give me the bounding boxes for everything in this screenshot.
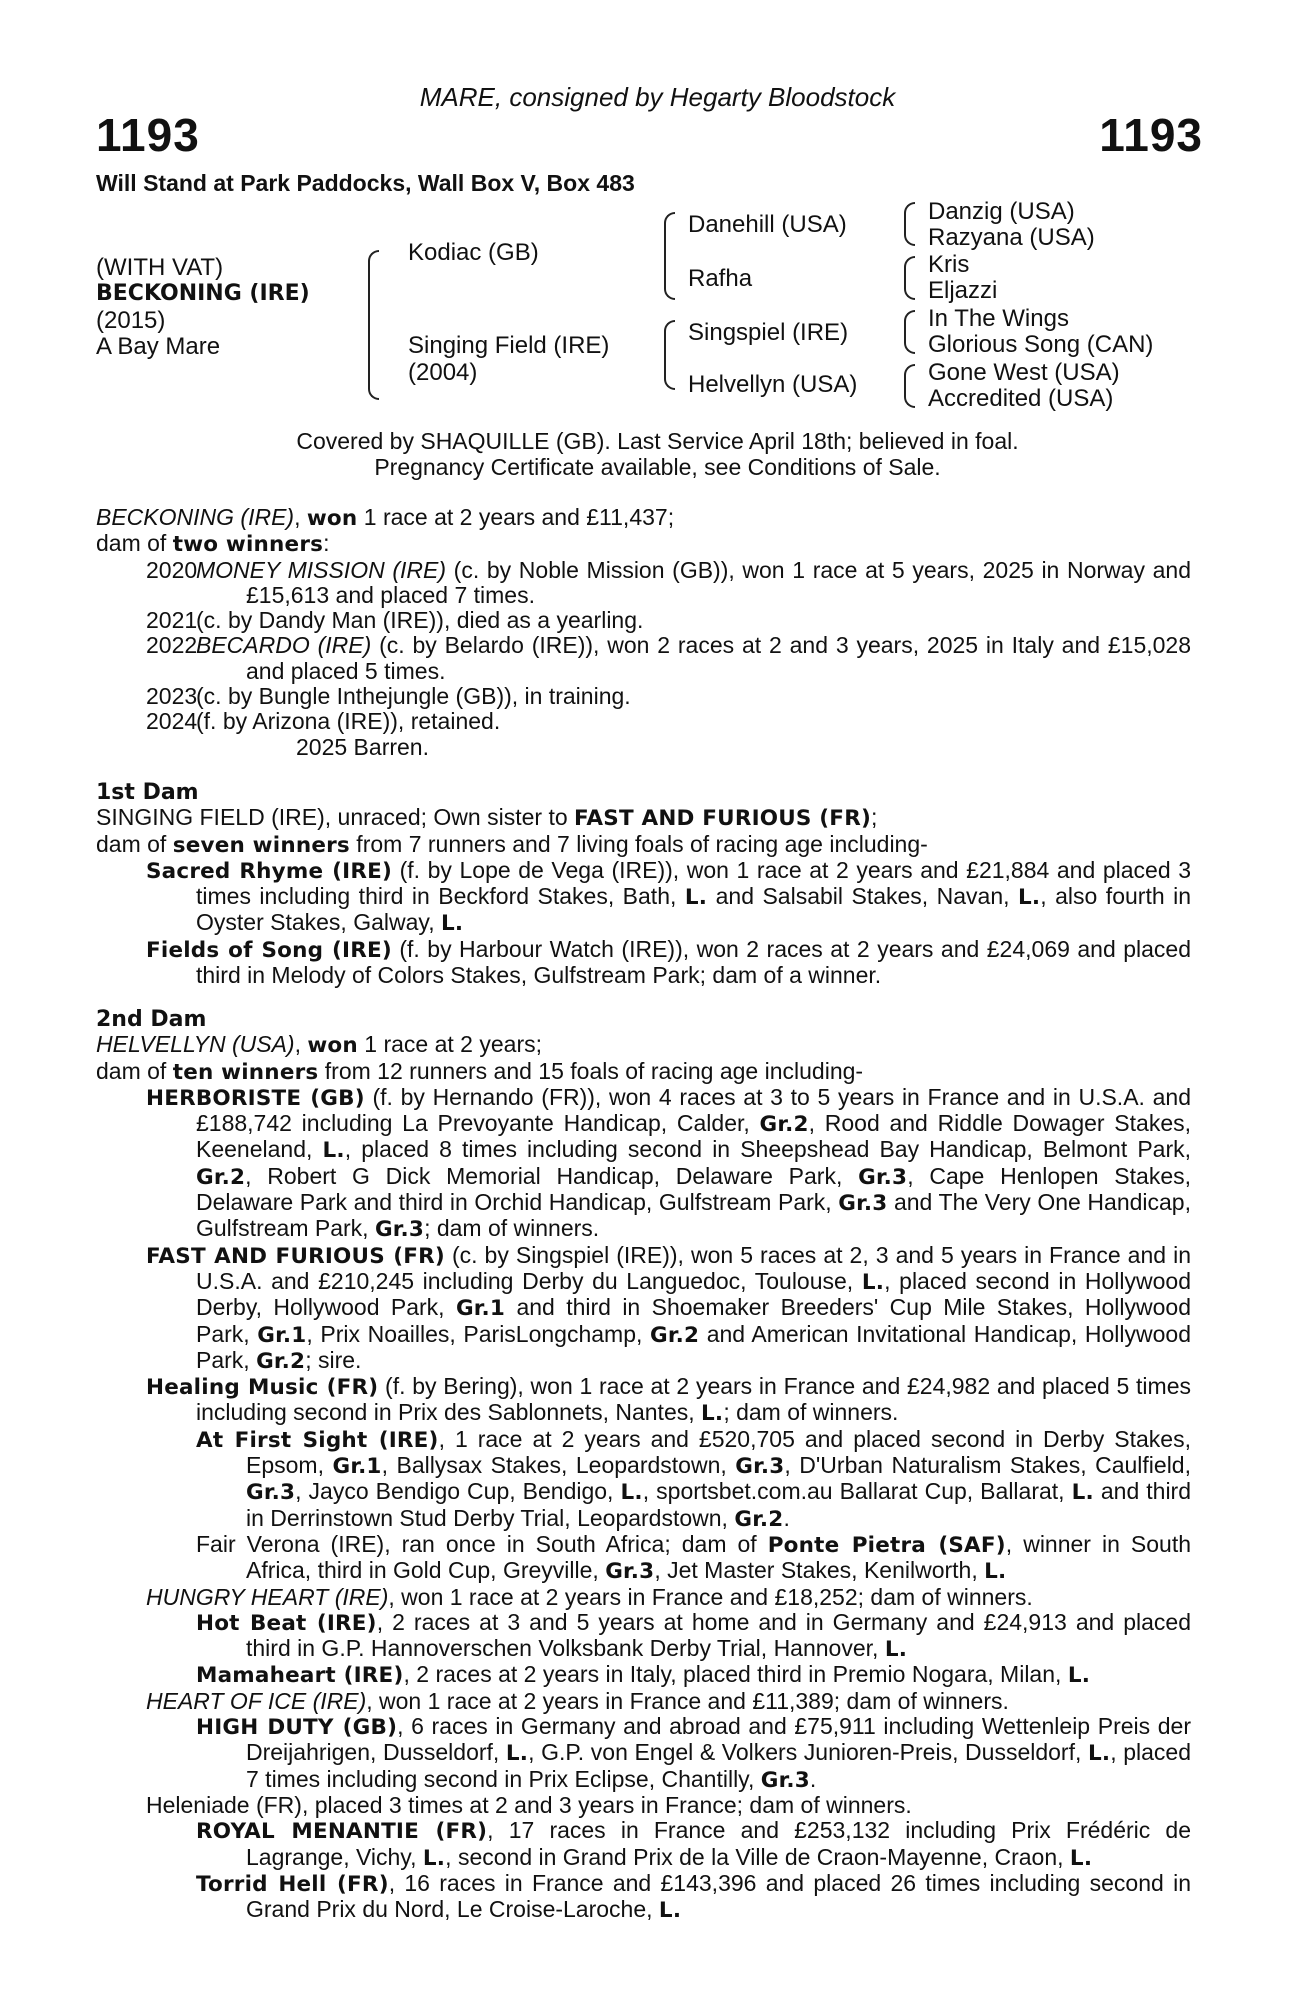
ss-dam: Razyana (USA) [928, 224, 1095, 251]
progeny-entry [96, 1689, 1191, 1714]
progeny-name: At First Sight (IRE) [196, 1427, 439, 1453]
text: , 17 races in France and £253,132 including Prix Frédéric de Lagrange, Vichy, [246, 1817, 1191, 1870]
sd-sire: Kris [928, 251, 970, 278]
second-dam-heading: 2nd Dam [96, 1007, 207, 1032]
brace-sd [904, 256, 915, 300]
produce-record [96, 505, 1191, 760]
progeny-name: HEART OF ICE (IRE) [146, 1687, 367, 1714]
horse-year: (2015) [96, 307, 166, 334]
text: , won 1 race at 2 years in France and £18,252; dam of winners. [388, 1583, 1033, 1610]
progeny-entry [96, 1714, 1191, 1793]
race-grade: Gr.1 [332, 1454, 382, 1480]
relative-name: FAST AND FURIOUS (FR) [574, 806, 871, 832]
text: ; dam of winners. [723, 1399, 899, 1426]
lot-number-left: 1193 [96, 109, 200, 161]
text: , [294, 1031, 308, 1058]
race-grade: Gr.2 [650, 1322, 700, 1348]
race-grade: Gr.3 [858, 1164, 908, 1190]
text: , placed 8 times including second in Sheepshead Bay Handicap, Belmont Park, [344, 1136, 1191, 1163]
barren-note: 2025 Barren. [296, 733, 429, 760]
lot-number-right: 1193 [1099, 109, 1203, 161]
foal-year: 2020 [146, 556, 198, 583]
text: and American Invitational Handicap, Hollywood Park, [196, 1320, 1191, 1373]
progeny-entry [96, 1374, 1191, 1427]
text: , Robert G Dick Memorial Handicap, Delaware Park, [245, 1162, 859, 1189]
second-dam-section [96, 1007, 1191, 1923]
race-grade: L. [884, 1637, 908, 1663]
text: SINGING FIELD (IRE), unraced; Own sister to [96, 804, 575, 831]
brace-sire [664, 212, 675, 300]
race-grade: L. [440, 911, 464, 937]
text: , Ballysax Stakes, Leopardstown, [381, 1452, 736, 1479]
dam-year: (2004) [408, 359, 478, 386]
text: , G.P. von Engel & Volkers Junioren-Preis, Dusseldorf, [528, 1739, 1088, 1766]
text: and Salsabil Stakes, Navan, [707, 883, 1018, 910]
text: , [294, 504, 307, 530]
text: and third in Derrinstown Stud Derby Trial, Leopardstown, [246, 1478, 1192, 1531]
progeny-name: Healing Music (FR) [146, 1375, 379, 1401]
brace-gen1 [368, 250, 379, 400]
text: Fair Verona (IRE), ran once in South Africa; dam of [196, 1530, 768, 1557]
text: , D'Urban Naturalism Stakes, Caulfield, [784, 1452, 1191, 1479]
progeny-entry [96, 1427, 1191, 1532]
brace-ds [904, 310, 915, 354]
foal-row [96, 633, 1191, 684]
race-grade: Gr.3 [760, 1767, 810, 1793]
race-grade: L. [1071, 1480, 1094, 1506]
text: from 12 runners and 15 foals of racing age including- [318, 1057, 864, 1084]
foal-year: 2024 [146, 708, 198, 735]
race-grade: Gr.3 [605, 1559, 655, 1585]
horse-name: BECKONING (IRE) [96, 281, 310, 306]
progeny-entry [96, 1610, 1191, 1663]
foal-year: 2023 [146, 683, 198, 710]
foal-name: BECARDO (IRE) [196, 632, 372, 659]
dam-name-italic: BECKONING (IRE) [96, 504, 295, 530]
text: , second in Grand Prix de la Ville de Craon-Mayenne, Craon, [445, 1843, 1070, 1870]
race-grade: Gr.2 [256, 1348, 306, 1374]
ds-dam: Glorious Song (CAN) [928, 331, 1154, 358]
text: , Jet Master Stakes, Kenilworth, [654, 1557, 985, 1584]
dam-name: Singing Field (IRE) [408, 332, 610, 359]
text: , also fourth in Oyster Stakes, Galway, [196, 883, 1191, 936]
dd-sire: Gone West (USA) [928, 359, 1120, 386]
text: ; sire. [305, 1346, 362, 1373]
foal-row [96, 684, 1191, 709]
text: , Cape Henlopen Stakes, Delaware Park and third in Orchid Handicap, Gulfstream Park, [196, 1162, 1191, 1216]
text: from 7 runners and 7 living foals of racing age including- [349, 830, 928, 857]
foal-text: (f. by Arizona (IRE)), retained. [196, 708, 501, 735]
progeny-entry [96, 1532, 1191, 1585]
foal-text: (c. by Bungle Inthejungle (GB)), in training. [196, 683, 631, 710]
progeny-name: HERBORISTE (GB) [146, 1085, 365, 1111]
progeny-entry [96, 1818, 1191, 1871]
foal-text: (c. by Belardo (IRE)), won 2 races at 2 and 3 years, 2025 in Italy and £15,028 and placed 5 times. [246, 632, 1192, 684]
race-grade: L. [658, 1898, 682, 1924]
foal-text: (c. by Noble Mission (GB)), won 1 race at 5 years, 2025 in Norway and £15,613 and placed 7 times. [246, 556, 1191, 608]
race-grade: Gr.3 [246, 1480, 296, 1506]
text: , 16 races in France and £143,396 and placed 26 times including second in Grand Prix du Nord, Le Croise-Laroche, [246, 1869, 1191, 1923]
race-grade: L. [984, 1559, 1007, 1585]
text: , winner in South Africa, third in Gold Cup, Greyville, [246, 1530, 1192, 1584]
text: , 2 races at 2 years in Italy, placed third in Premio Nogara, Milan, [403, 1661, 1068, 1688]
progeny-entry: Heleniade (FR), placed 3 times at 2 and 3 years in France; dam of winners. [146, 1791, 912, 1818]
ds-sire: In The Wings [928, 305, 1069, 332]
progeny-entry [96, 1243, 1191, 1374]
race-grade: L. [1018, 885, 1041, 911]
brace-dd [904, 364, 915, 408]
race-grade: Gr.2 [734, 1506, 784, 1532]
foal-text: (c. by Dandy Man (IRE)), died as a yearling. [196, 607, 644, 634]
progeny-name: FAST AND FURIOUS (FR) [146, 1243, 445, 1269]
progeny-entry [96, 858, 1191, 937]
text: (f. by Harbour Watch (IRE)), won 2 races at 2 years and £24,069 and placed third in Melody of Colors Stakes, Gulfstream Park; dam of a winner. [196, 935, 1191, 989]
progeny-name: Fields of Song (IRE) [146, 937, 392, 963]
foal-name: MONEY MISSION (IRE) [196, 556, 447, 583]
race-grade: L. [861, 1269, 885, 1295]
foal-year: 2021 [146, 607, 198, 634]
progeny-name: ROYAL MENANTIE (FR) [196, 1819, 488, 1845]
dam-name-italic: HELVELLYN (USA) [96, 1031, 295, 1058]
sire-sire: Danehill (USA) [688, 211, 847, 238]
progeny-name: Ponte Pietra (SAF) [767, 1532, 1006, 1558]
race-grade: L. [701, 1401, 724, 1427]
won-bold: won [307, 1033, 358, 1059]
race-grade: L. [505, 1741, 529, 1767]
intro-text: 1 race at 2 years and £11,437; [357, 504, 675, 530]
progeny-entry [96, 1585, 1191, 1610]
text: , sportsbet.com.au Ballarat Cup, Ballarat, [642, 1478, 1072, 1505]
text: , placed second in Hollywood Derby, Hollywood Park, [196, 1267, 1192, 1321]
race-grade: Gr.2 [196, 1164, 246, 1190]
progeny-entry [96, 937, 1191, 989]
progeny-name: HUNGRY HEART (IRE) [146, 1583, 389, 1610]
progeny-entry [96, 1662, 1191, 1688]
foal-row [96, 709, 1191, 734]
text: , 1 race at 2 years and £520,705 and placed second in Derby Stakes, Epsom, [246, 1425, 1191, 1479]
text: ; [870, 804, 878, 831]
foal-row [96, 608, 1191, 633]
horse-description: A Bay Mare [96, 333, 221, 360]
progeny-name: Mamaheart (IRE) [196, 1663, 404, 1689]
race-grade: L. [1069, 1845, 1093, 1871]
race-grade: Gr.1 [257, 1322, 307, 1348]
progeny-name: HIGH DUTY (GB) [196, 1715, 398, 1741]
text: , Jayco Bendigo Cup, Bendigo, [295, 1478, 621, 1505]
progeny-name: Torrid Hell (FR) [196, 1871, 389, 1897]
text: , won 1 race at 2 years in France and £11,389; dam of winners. [366, 1687, 1009, 1714]
progeny-entry [96, 1871, 1191, 1924]
race-grade: Gr.3 [735, 1454, 785, 1480]
text: (f. by Lope de Vega (IRE)), won 1 race at 2 years and £21,884 and placed 3 times including third in Beckford Stakes, Bath, [196, 856, 1191, 910]
text: dam of [96, 530, 173, 557]
pregnancy-line: Pregnancy Certificate available, see Conditions of Sale. [374, 454, 941, 480]
text: , Prix Noailles, ParisLongchamp, [306, 1320, 650, 1347]
text: ; dam of winners. [424, 1215, 600, 1242]
dam-dam: Helvellyn (USA) [688, 371, 858, 398]
race-grade: L. [684, 885, 708, 911]
text: : [323, 530, 330, 557]
text: . [783, 1504, 790, 1531]
text: , 2 races at 3 and 5 years at home and in Germany and £24,913 and placed third in G.P. Hannoverschen Volksbank Derby Trial, Hannover, [246, 1608, 1191, 1662]
dd-dam: Accredited (USA) [928, 385, 1114, 412]
winners-count: ten winners [172, 1059, 319, 1085]
sd-dam: Eljazzi [928, 277, 998, 304]
race-grade: L. [620, 1480, 643, 1506]
dam-sire: Singspiel (IRE) [688, 319, 849, 346]
text: , Rood and Riddle Dowager Stakes, Keeneland, [196, 1110, 1191, 1163]
first-dam-section [96, 780, 1191, 988]
race-grade: Gr.1 [455, 1296, 506, 1322]
consignor-line: MARE, consigned by Hegarty Bloodstock [419, 82, 896, 112]
race-grade: Gr.2 [759, 1112, 809, 1138]
text: dam of [96, 830, 173, 857]
sire-dam: Rafha [688, 265, 753, 292]
covered-line: Covered by SHAQUILLE (GB). Last Service April 18th; believed in foal. [296, 428, 1019, 454]
race-grade: L. [422, 1845, 446, 1871]
text: (c. by Singspiel (IRE)), won 5 races at 2, 3 and 5 years in France and in U.S.A. and £210,245 including Derby du Languedoc, Toulouse, [196, 1241, 1191, 1294]
progeny-name: Sacred Rhyme (IRE) [146, 858, 393, 884]
ss-sire: Danzig (USA) [928, 198, 1075, 225]
race-grade: L. [1087, 1741, 1111, 1767]
covering-note [0, 428, 1315, 480]
winners-count: seven winners [172, 832, 350, 858]
race-grade: L. [1067, 1663, 1091, 1689]
race-grade: L. [322, 1138, 345, 1164]
winners-count: two winners [172, 532, 324, 558]
progeny-name: Hot Beat (IRE) [196, 1610, 377, 1636]
won-bold: won [306, 506, 358, 531]
text: (f. by Hernando (FR)), won 4 races at 3 to 5 years in France and in U.S.A. and £188,742 including La Prevoyante Handicap, Calder, [196, 1083, 1191, 1137]
text: , 6 races in Germany and abroad and £75,911 including Wettenleip Preis der Dreijahrigen, Dusseldorf, [246, 1713, 1191, 1766]
sire-name: Kodiac (GB) [408, 239, 539, 266]
stand-location: Will Stand at Park Paddocks, Wall Box V, Box 483 [96, 170, 635, 196]
race-grade: Gr.3 [374, 1217, 425, 1243]
text: and The Very One Handicap, Gulfstream Park, [196, 1189, 1191, 1242]
text: dam of [96, 1057, 173, 1084]
brace-ss [904, 202, 915, 246]
race-grade: Gr.3 [838, 1191, 888, 1217]
vat-label: (WITH VAT) [96, 254, 224, 281]
progeny-entry [96, 1085, 1191, 1243]
text: (f. by Bering), won 1 race at 2 years in France and £24,982 and placed 5 times including second in Prix des Sablonnets, Nantes, [196, 1373, 1191, 1426]
text: and third in Shoemaker Breeders' Cup Mile Stakes, Hollywood Park, [196, 1294, 1191, 1347]
text: . [809, 1765, 817, 1792]
foal-row [96, 558, 1191, 609]
text: 1 race at 2 years; [357, 1031, 542, 1058]
brace-dam [664, 320, 675, 390]
text: , placed 7 times including second in Prix Eclipse, Chantilly, [246, 1739, 1191, 1792]
foal-year: 2022 [146, 632, 198, 659]
first-dam-heading: 1st Dam [96, 780, 199, 805]
